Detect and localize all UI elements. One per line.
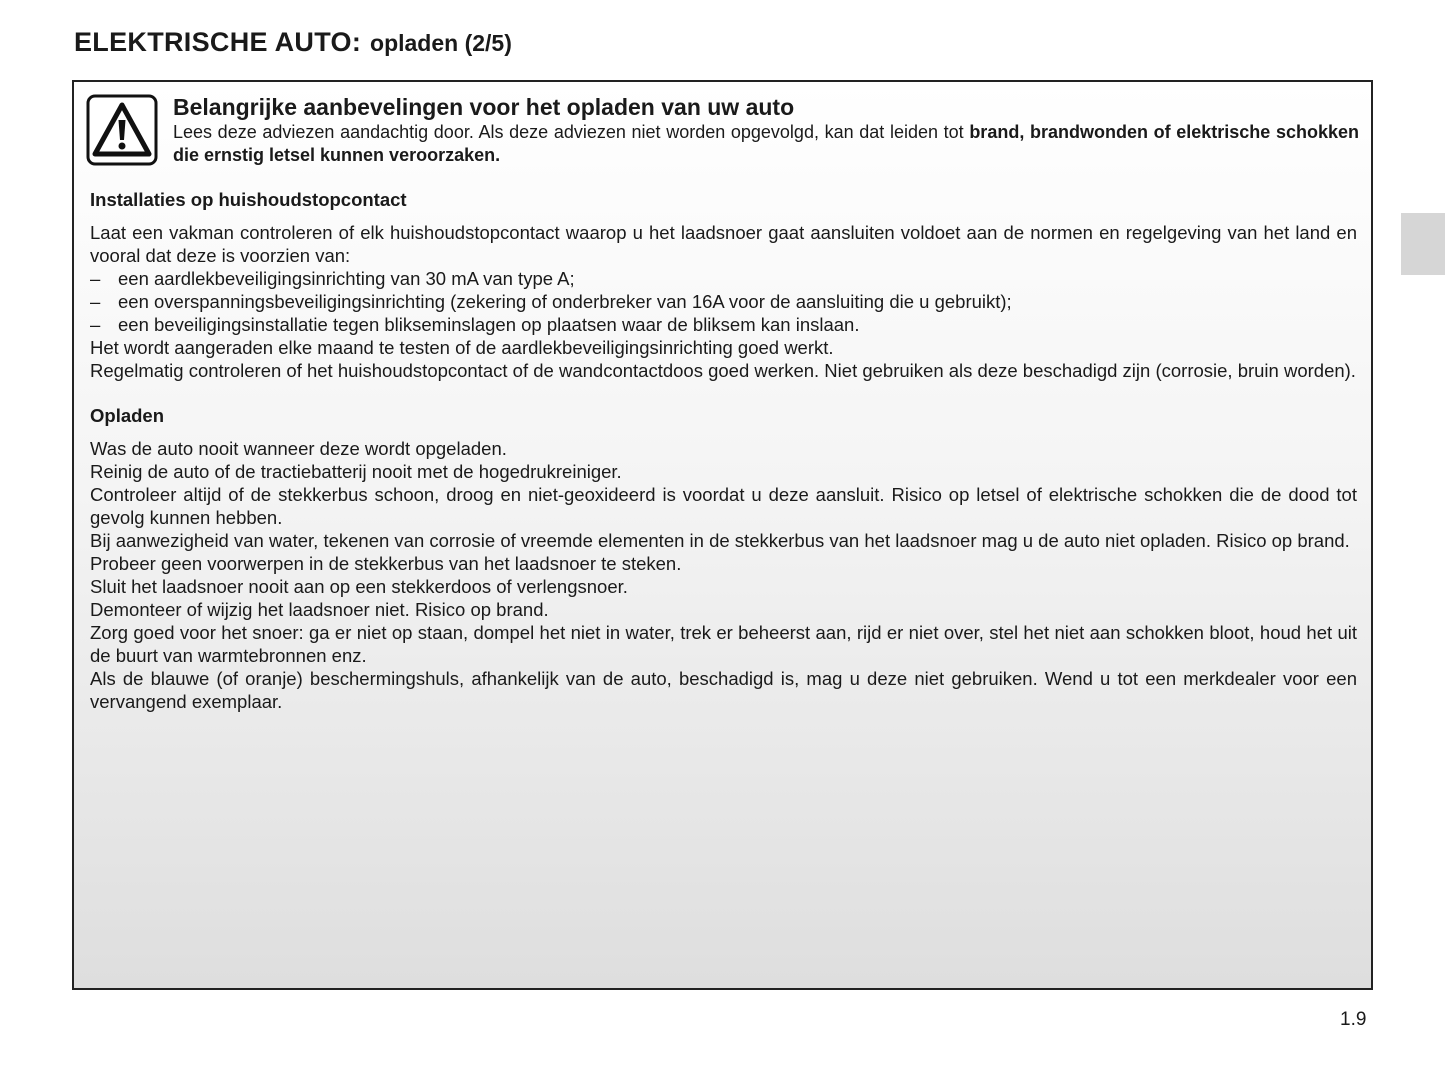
paragraph: Demonteer of wijzig het laadsnoer niet. Risico op brand. xyxy=(90,599,549,620)
paragraph: Bij aanwezigheid van water, tekenen van corrosie of vreemde elementen in de stekkerbus van het laadsnoer mag u de auto niet opladen. Risico op brand. xyxy=(90,530,1350,551)
paragraph: Zorg goed voor het snoer: ga er niet op staan, dompel het niet in water, trek er beheerst aan, rijd er niet over, stel het niet aan schokken bloot, houd het uit de buurt van warmtebronnen enz. xyxy=(90,622,1357,666)
warning-triangle-icon xyxy=(86,94,158,166)
paragraph: Was de auto nooit wanneer deze wordt opgeladen. xyxy=(90,438,507,459)
page-title xyxy=(74,22,512,61)
list-item-text: een overspanningsbeveiligingsinrichting (zekering of onderbreker van 16A voor de aansluiting die u gebruikt); xyxy=(118,291,1012,312)
paragraph: Probeer geen voorwerpen in de stekkerbus van het laadsnoer te steken. xyxy=(90,553,682,574)
paragraph: Het wordt aangeraden elke maand te testen of de aardlekbeveiligingsinrichting goed werkt. xyxy=(90,337,834,358)
warning-content xyxy=(90,188,1357,713)
warning-heading: Belangrijke aanbevelingen voor het opladen van uw auto xyxy=(173,94,795,120)
warning-intro xyxy=(173,121,1359,167)
section-heading-installations: Installaties op huishoudstopcontact xyxy=(90,189,407,210)
section-heading-charging: Opladen xyxy=(90,405,165,426)
section-side-tab xyxy=(1401,213,1445,275)
warning-header xyxy=(173,94,1359,167)
bullet-dash: – xyxy=(90,291,101,312)
warning-box xyxy=(72,80,1373,990)
paragraph: Sluit het laadsnoer nooit aan op een stekkerdoos of verlengsnoer. xyxy=(90,576,628,597)
bullet-dash: – xyxy=(90,314,101,335)
list-item-text: een aardlekbeveiligingsinrichting van 30 mA van type A; xyxy=(118,268,575,289)
page-title-sub: opladen (2/5) xyxy=(370,30,512,56)
list-item-text: een beveiligingsinstallatie tegen blikseminslagen op plaatsen waar de bliksem kan inslaan. xyxy=(118,314,860,335)
paragraph: Als de blauwe (of oranje) beschermingshuls, afhankelijk van de auto, beschadigd is, mag u deze niet gebruiken. Wend u tot een merkdealer voor een vervangend exemplaar. xyxy=(90,668,1357,712)
warning-intro-emphasis: brand, brandwonden of elektrische schokken die ernstig letsel kunnen veroorzaken. xyxy=(173,122,1359,165)
page-number: 1.9 xyxy=(1340,1009,1367,1030)
paragraph: Reinig de auto of de tractiebatterij nooit met de hogedrukreiniger. xyxy=(90,461,622,482)
warning-intro-text: Lees deze adviezen aandachtig door. Als deze adviezen niet worden opgevolgd, kan dat leiden tot xyxy=(173,122,970,142)
paragraph: Controleer altijd of de stekkerbus schoon, droog en niet-geoxideerd is voordat u deze aansluit. Risico op letsel of elektrische schokken die de dood tot gevolg kunnen hebben. xyxy=(90,484,1357,528)
page-title-main: ELEKTRISCHE AUTO: xyxy=(74,27,362,57)
paragraph: Regelmatig controleren of het huishoudstopcontact of de wandcontactdoos goed werken. Niet gebruiken als deze beschadigd zijn (corrosie, bruin worden). xyxy=(90,360,1356,381)
installations-intro: Laat een vakman controleren of elk huishoudstopcontact waarop u het laadsnoer gaat aansluiten voldoet aan de normen en regelgeving van het land en vooral dat deze is voorzien van: xyxy=(90,222,1357,266)
bullet-dash: – xyxy=(90,268,101,289)
list-item xyxy=(90,267,1357,290)
list-item xyxy=(90,290,1357,313)
list-item xyxy=(90,313,1357,336)
